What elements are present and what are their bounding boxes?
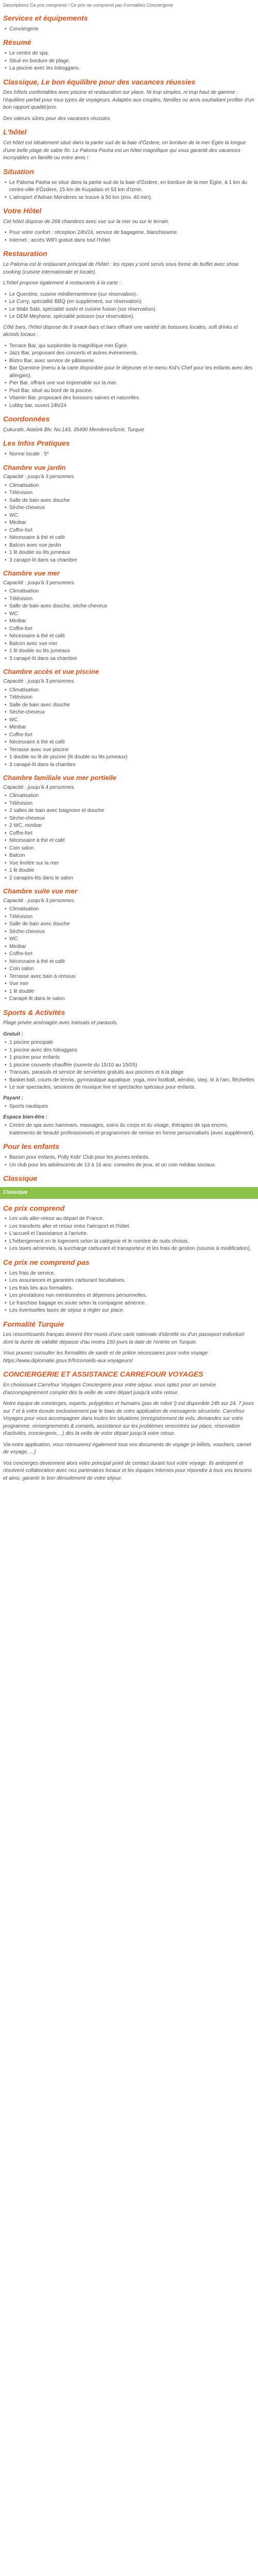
list-item: • WC — [9, 717, 255, 724]
list-item: • Télévision — [9, 800, 255, 808]
infos-title: Les Infos Pratiques — [3, 439, 70, 448]
list-item: • La piscine avec les toboggans. — [9, 65, 255, 73]
list-item: • 2 WC, minibar — [9, 822, 255, 830]
list-item: • WC — [9, 611, 255, 618]
bars-list — [3, 343, 255, 410]
prix-ne-comprend-list — [3, 1270, 255, 1315]
list-item: • Nécessaire à thé et café — [9, 739, 255, 747]
list-item: • Norme locale : 5* — [9, 451, 255, 459]
list-item: • 1 piscine pour enfants — [9, 1054, 255, 1062]
restauration-p3: Côté bars, l'hôtel dispose de 8 snack-bars et bars offrant une variété de boissons locales, soft drinks et alcools locaux : — [3, 324, 238, 338]
list-item: • 1 piscine couverte chauffée (ouverte du 15/10 au 15/05) — [9, 1062, 255, 1070]
wellness-label: Espace bien-être : — [3, 1114, 48, 1120]
list-item: • Les prestations non mentionnées et dépenses personnelles. — [9, 1292, 255, 1300]
list-item: • Salle de bain avec douche — [9, 497, 255, 505]
sports-intro: Plage privée aménagée avec transats et parasols. — [3, 1020, 118, 1026]
classique-text2: Des valeurs sûres pour des vacances réussies. — [3, 115, 111, 122]
list-item: • Pool Bar, situé au bord de la piscine. — [9, 387, 255, 395]
list-item: • 3 canapé-lit dans sa chambre — [9, 557, 255, 565]
prix-ne-comprend-title: Ce prix ne comprend pas — [3, 1258, 90, 1266]
room-features — [3, 687, 255, 769]
list-item: • L'accueil et l'assistance à l'arrivée. — [9, 1230, 255, 1238]
list-item: • Les transferts aller et retour entre l'aéroport et l'hôtel. — [9, 1223, 255, 1231]
list-item: • L'aéroport d'Adnan Menderes se trouve à 50 km (env. 40 min). — [9, 194, 255, 202]
list-item: • Salle de bain avec douche — [9, 921, 255, 928]
list-item: • Coffre-fort — [9, 527, 255, 535]
room-title: Chambre suite vue mer — [3, 887, 77, 895]
sports-title: Sports & Activités — [3, 1008, 66, 1016]
list-item: • WC — [9, 512, 255, 520]
list-item: • 3 canapé-lit dans sa chambre — [9, 655, 255, 663]
hotel-title: L'hôtel — [3, 128, 27, 137]
list-item: • Nécessaire à thé et café — [9, 837, 255, 845]
list-item: • Coffre-fort — [9, 732, 255, 739]
list-item: • Canapé-lit dans le salon — [9, 995, 255, 1003]
room-features — [3, 792, 255, 882]
restaurants-list — [3, 291, 255, 321]
room-capacity: Capacité : jusqu'à 3 personnes. — [3, 897, 75, 904]
list-item: • Climatisation — [9, 792, 255, 800]
sports-payant-label: Payant : — [3, 1095, 23, 1101]
list-item: • Sèche-cheveux — [9, 815, 255, 823]
room-section — [3, 887, 255, 1003]
list-item: • Lobby bar, ouvert 24h/24 — [9, 402, 255, 410]
classique2-title: Classique — [3, 1174, 38, 1183]
list-item: • Sèche-cheveux — [9, 928, 255, 936]
list-item: • Centre de spa avec hammam, massages, soins du corps et du visage, thérapies de spa encres, traitements de beauté professionnels et programmes de remise en forme personnalisés (avec supplément). — [9, 1122, 255, 1137]
list-item: • Le Curry, spécialité BBQ (en supplément, sur réservation). — [9, 298, 255, 306]
formalite-p2[interactable]: Vous pouvez consulter les formalités de santé et de police nécessaires pour votre voyage : https://www.diplomatie.gouv.fr/fr/conseils-aux-voyageurs/ — [3, 1350, 211, 1364]
list-item: • Télévision — [9, 913, 255, 921]
top-line: Descriptions Ce prix comprend / Ce prix ne comprend pas Formalités Conciergerie — [3, 3, 173, 8]
services-list — [3, 26, 255, 33]
list-item: • Climatisation — [9, 906, 255, 913]
list-item: • Climatisation — [9, 687, 255, 694]
list-item: • Minibar — [9, 943, 255, 951]
list-item: • 2 salles de bain avec baignoire et douche — [9, 807, 255, 815]
list-item: • Le Paloma Pasha se situe dans la partie sud de la baie d'Özdere, en bordure de la mer Égée, à 1 km du centre-ville d'Özdere, 15 km de Kuşadası et 53 km d'Izmir. — [9, 179, 255, 194]
list-item: • 1 piscine principale — [9, 1039, 255, 1047]
list-item: • Terrasse avec bain à remous — [9, 973, 255, 981]
enfants-list — [3, 1154, 255, 1169]
formalite-p1: Les ressortissants français doivent être munis d'une carte nationale d'identité ou d'un passeport individuel dont la durée de validité dépasse d'au moins 150 jours la date de l'entrée en Turquie. — [3, 1332, 245, 1345]
list-item: • Balcon — [9, 852, 255, 860]
list-item: • 1 lit double — [9, 988, 255, 996]
list-item: • Vitamin Bar, proposant des boissons saines et naturelles — [9, 395, 255, 402]
list-item: • Coin salon — [9, 845, 255, 853]
list-item: • Les assurances et garanties carburant facultatives. — [9, 1277, 255, 1285]
list-item: • Les taxes aériennes, la surcharge carburant et transporteur et les frais de gestion (soumis à modification). — [9, 1245, 255, 1253]
classique-title: Classique, Le bon équilibre pour des vacances réussies — [3, 77, 196, 86]
list-item: • Les éventuelles taxes de séjour à régler sur place. — [9, 1307, 255, 1315]
prix-comprend-title: Ce prix comprend — [3, 1204, 65, 1212]
room-capacity: Capacité : jusqu'à 3 personnes. — [3, 580, 75, 586]
room-title: Chambre vue mer — [3, 569, 60, 578]
list-item: • Coin salon — [9, 965, 255, 973]
restauration-title: Restauration — [3, 249, 47, 258]
list-item: • Télévision — [9, 489, 255, 497]
room-section — [3, 464, 255, 565]
conciergerie-p1: En choisissant Carrefour Voyages Conciergerie pour votre séjour, vous optez pour un service d'accompagnement complet dès la veille de votre départ jusqu'à votre retour. — [3, 1382, 216, 1396]
list-item: • Les frais liés aux formalités. — [9, 1285, 255, 1293]
sports-gratuit-label: Gratuit : — [3, 1031, 23, 1037]
room-section — [3, 569, 255, 663]
list-item: • Un club pour les adolescents de 13 à 16 ans: consoles de jeux, et un coin médias sociaux. — [9, 1162, 255, 1170]
list-item: • Conciergerie — [9, 26, 255, 33]
list-item: • Nécessaire à thé et café — [9, 958, 255, 966]
situation-title: Situation — [3, 167, 34, 176]
list-item: • Le DEM Meyhane, spécialité poisson (sur réservation). — [9, 313, 255, 321]
votre-hotel-title: Votre Hôtel — [3, 207, 42, 215]
list-item: • Basket-ball, courts de tennis, gymnastique aquatique, yoga, mini football, aérobic, step, tir à l'arc, fléchettes — [9, 1077, 255, 1084]
restauration-p2: L'hôtel propose également 4 restaurants à la carte : — [3, 280, 121, 286]
list-item: • Minibar — [9, 519, 255, 527]
room-features — [3, 906, 255, 1003]
list-item: • WC — [9, 936, 255, 943]
prix-comprend-list — [3, 1215, 255, 1253]
list-item: • 1 lit double ou lits jumeaux — [9, 648, 255, 655]
list-item: • 2 canapés-lits dans le salon — [9, 875, 255, 883]
list-item: • Bassin pour enfants, Polly Kids' Club pour les jeunes enfants. — [9, 1154, 255, 1162]
list-item: • Bistro Bar, avec service de pâtisserie. — [9, 358, 255, 365]
room-features — [3, 482, 255, 565]
list-item: • 1 piscine avec des toboggans — [9, 1047, 255, 1055]
conciergerie-p4: Vos concierges deviennent alors votre principal point de contact durant tout votre voyage. Ils anticipent et résolvent collaboration avec nos partenaires locaux et les équipes Internes pour répondre à tous vos besoins et ainsi, garantir le bon déroulement de votre séjour. — [3, 1460, 252, 1481]
list-item: • Internet : accès WIFI gratuit dans tout l'hôtel — [9, 237, 255, 245]
list-item: • Télévision — [9, 596, 255, 603]
list-item: • Balcon avec vue jardin — [9, 542, 255, 550]
list-item: • Sports nautiques — [9, 1103, 255, 1111]
list-item: • L'hébergement en le logement selon la catégorie et le nombre de nuits choisis. — [9, 1238, 255, 1246]
list-item: • Télévision — [9, 694, 255, 702]
list-item: • 1 double ou lit de piscine (lit double ou lits jumeaux) — [9, 754, 255, 761]
list-item: • Transats, parasols et service de serviettes gratuits aux piscines et à la plage — [9, 1069, 255, 1077]
list-item: • Jazz Bar, proposant des concerts et autres événements. — [9, 350, 255, 358]
list-item: • Bar Quentine (menu à la carte disponible pour le déjeuner et le menu Kid's Chef pour les enfants avec des allergies). — [9, 365, 255, 380]
room-title: Chambre accès et vue piscine — [3, 668, 99, 676]
classique-text: Des hôtels confortables avec piscine et restauration sur place. Ni trop simples, ni trop haut de gamme : l'équilibre parfait pour tous types de voyageurs. Adaptée aux couples, familles ou amis souhaitant profiter d'un bon rapport qualité/prix. — [3, 90, 254, 111]
room-features — [3, 588, 255, 663]
restauration-p1: Le Paloma est le restaurant principal de l'hôtel : les repas y sont servis sous forme de buffet avec show cooking (cuisine internationale et locale). — [3, 262, 239, 275]
resume-list — [3, 50, 255, 73]
conciergerie-p2: Notre équipe de concierges, experts, polyglottes et humains (pas de robot !) est disponible 24h sur 24, 7 jours sur 7 et à votre écoute exclusivement par le biais de votre application de messagerie sécurisée. Carrefour Voyages pour vous accompagner dans toutes les situations (enregistrement de vols, demandes sur votre programme, renseignements & conseils, assistance sur les problèmes rencontrés sur place, réservation d'activités, conciergerie,...) dès la veille de votre départ jusqu'à votre retour. — [3, 1401, 254, 1437]
wellness-list — [3, 1122, 255, 1137]
conciergerie-p3: Via notre application, vous retrouverez également tous vos documents de voyage (e-billets, vouchers, carnet de voyage, ...) — [3, 1442, 251, 1455]
resume-title: Résumé — [3, 38, 31, 47]
sports-paid-list — [3, 1103, 255, 1111]
list-item: • Sèche-cheveux — [9, 709, 255, 717]
list-item: • Le Wabi Sabi, spécialité sushi et cuisine fusion (sur réservation). — [9, 306, 255, 314]
votre-hotel-text: Cet hôtel dispose de 268 chambres avec vue sur la mer ou sur le terrain. — [3, 218, 170, 225]
list-item: • 1 lit double — [9, 867, 255, 875]
hotel-text: Cet hôtel est idéalement situé dans la partie sud de la baie d'Özdere, en bordure de la mer Égée la longue d'une belle plage de sable fin. Le Paloma Pasha est un hôtel magnifique qui vous garantit des vacances incroyables en famille ou entre amis ! — [3, 140, 246, 161]
list-item: • Sèche-cheveux — [9, 504, 255, 512]
formalite-title: Formalité Turquie — [3, 1319, 64, 1328]
room-section — [3, 668, 255, 769]
list-item: • Vue limitée sur la mer — [9, 860, 255, 868]
coordonnees-title: Coordonnées — [3, 415, 50, 423]
list-item: • Salle de bain avec douche — [9, 702, 255, 709]
list-item: • Les frais de service. — [9, 1270, 255, 1278]
list-item: • Coffre-fort — [9, 830, 255, 838]
room-title: Chambre familiale vue mer portielle — [3, 774, 117, 782]
infos-list — [3, 451, 255, 459]
list-item: • Pier Bar, offrant une vue imprenable sur la mer. — [9, 380, 255, 387]
room-capacity: Capacité : jusqu'à 4 personnes. — [3, 784, 75, 790]
list-item: • Balcon avec vue mer — [9, 640, 255, 648]
list-item: • Climatisation — [9, 588, 255, 596]
list-item: • Coffre-fort — [9, 951, 255, 958]
list-item: • Le centre de spa. — [9, 50, 255, 58]
conciergerie-title: CONCIERGERIE ET ASSISTANCE CARREFOUR VOYAGES — [3, 1370, 203, 1379]
room-capacity: Capacité : jusqu'à 3 personnes. — [3, 474, 75, 480]
list-item: • Vue mer — [9, 980, 255, 988]
situation-list — [3, 179, 255, 202]
list-item: • Minibar — [9, 724, 255, 732]
votre-hotel-list — [3, 229, 255, 244]
list-item: • Climatisation — [9, 482, 255, 490]
room-title: Chambre vue jardin — [3, 463, 66, 471]
coordonnees-text: Çukuraltı, Atatürk Blv. No:143, 35490 Menderes/İzmir, Turquie — [3, 427, 144, 433]
sports-free-list — [3, 1039, 255, 1092]
list-item: • Minibar — [9, 618, 255, 625]
room-capacity: Capacité : jusqu'à 3 personnes. — [3, 679, 75, 684]
room-section — [3, 774, 255, 882]
classique-bar: Classique — [0, 1187, 258, 1199]
list-item: • Terrasse avec vue piscine — [9, 747, 255, 754]
list-item: • Coffre-fort — [9, 625, 255, 633]
list-item: • Nécessaire à thé et café — [9, 633, 255, 640]
list-item: • Salle de bain avec douche, sèche-cheveux — [9, 603, 255, 611]
list-item: • Le franchise bagage en soute selon la compagnie aérienne. — [9, 1300, 255, 1308]
list-item: • Le soir spectacles, sessions de musique live et spectacles spéciaux pour enfants. — [9, 1084, 255, 1092]
services-title: Services et équipements — [3, 14, 88, 23]
list-item: • 1 lit double ou lits jumeaux — [9, 549, 255, 557]
list-item: • Terrace Bar, qui surplombe la magnifique mer Égée. — [9, 343, 255, 350]
enfants-title: Pour les enfants — [3, 1142, 59, 1151]
list-item: • 3 canapé-lit dans la chambre — [9, 761, 255, 769]
list-item: • Pour votre confort : réception 24h/24, service de bagagerie, blanchisserie. — [9, 229, 255, 237]
list-item: • Le Quentine, cuisine méditerranéenne (sur réservation). — [9, 291, 255, 299]
list-item: • Situé en bordure de plage. — [9, 58, 255, 65]
list-item: • Nécessaire à thé et café — [9, 534, 255, 542]
list-item: • Les vols aller-retour au départ de France. — [9, 1215, 255, 1223]
